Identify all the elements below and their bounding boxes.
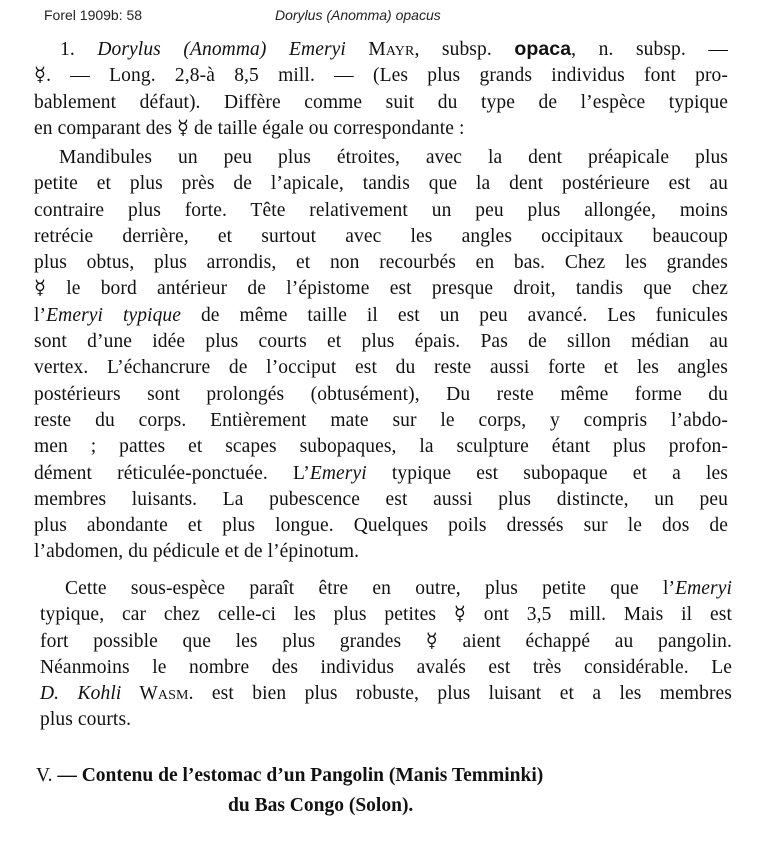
text-line <box>34 461 728 487</box>
author-name: Wasm. <box>121 683 194 705</box>
text-line: Mandibules un peu plus étroites, avec la dent préapicale plus <box>59 147 728 168</box>
item-number: 1. <box>60 39 75 60</box>
text-run: dément réticulée-ponctuée. L’ <box>34 462 310 484</box>
paragraph-description <box>34 145 728 566</box>
text-line: reste du corps. Entièrement mate sur le corps, y compris l’abdo- <box>34 409 728 431</box>
text-line: retrécie derrière, et surtout avec les angles occipitaux beaucoup <box>34 225 728 247</box>
text-line: typique, car chez celle-ci les plus petites ☿ ont 3,5 mill. Mais il est <box>40 604 732 626</box>
text-run: l’ <box>34 304 47 326</box>
italic-run: Emeryi <box>675 578 732 599</box>
section-heading-line <box>36 761 676 791</box>
author-name: Mayr <box>368 39 415 60</box>
section-heading-line: du Bas Congo (Solon). <box>228 795 414 816</box>
text-line: fort possible que les plus grandes ☿ aient échappé au pangolin. <box>40 630 732 652</box>
text-run: Cette sous-espèce paraît être en outre, plus petite que l’ <box>65 578 676 599</box>
text-line: membres luisants. La pubescence est aussi plus distincte, un peu <box>34 488 728 510</box>
text-line: petite et plus près de l’apicale, tandis que la dent postérieure est au <box>34 173 728 195</box>
text-line: ☿. — Long. 2,8-à 8,5 mill. — (Les plus grands individus font pro- <box>34 65 728 87</box>
section-title: — Contenu de l’estomac d’un Pangolin (Manis Temminki) <box>52 765 544 786</box>
text-line: plus abondante et plus longue. Quelques poils dressés sur le dos de <box>34 515 728 537</box>
text-line: vertex. L’échancrure de l’occiput est du reste aussi forte et les angles <box>34 357 728 379</box>
italic-run: Emeryi typique <box>46 304 182 326</box>
text-run: , n. subsp. — <box>571 39 728 60</box>
paragraph-comparison <box>40 576 732 734</box>
text-line: plus courts. <box>40 709 132 731</box>
text-line: contraire plus forte. Tête relativement un peu plus allongée, moins <box>34 199 728 221</box>
text-line: men ; pattes et scapes subopaques, la sculpture étant plus profon- <box>34 436 728 458</box>
text-run: de même taille il est un peu avancé. Les funicules <box>181 304 728 326</box>
text-run: , subsp. <box>414 39 492 60</box>
citation-header: Forel 1909b: 58 <box>44 7 143 23</box>
subspecies-name: opaca <box>514 38 572 60</box>
genus-name: Dorylus <box>97 39 161 60</box>
section-heading <box>36 761 676 821</box>
paragraph-intro <box>34 36 728 142</box>
text-run: typique est subopaque et a les <box>366 462 728 484</box>
taxon-header: Dorylus (Anomma) opacus <box>275 7 441 23</box>
text-line <box>34 36 728 63</box>
species-name: Emeryi <box>289 39 346 60</box>
section-number: V. <box>36 765 53 786</box>
italic-run: D. Kohli <box>40 683 122 705</box>
text-line: postérieurs sont prolongés (obtusément), Du reste même forme du <box>34 383 728 405</box>
text-line <box>34 303 728 329</box>
text-line: ☿ le bord antérieur de l’épistome est presque droit, tandis que chez <box>34 278 728 300</box>
text-line: en comparant des ☿ de taille égale ou correspondante : <box>34 117 465 139</box>
text-line: l’abdomen, du pédicule et de l’épinotum. <box>34 541 360 563</box>
text-line: Néanmoins le nombre des individus avalés est très considérable. Le <box>40 656 732 678</box>
text-line: plus obtus, plus arrondis, et non recourbés en bas. Chez les grandes <box>34 252 728 274</box>
text-line: sont d’une idée plus courts et plus épais. Pas de sillon médian au <box>34 331 728 353</box>
text-line: bablement défaut). Diffère comme suit du type de l’espèce typique <box>34 91 728 113</box>
text-run: est bien plus robuste, plus luisant et a les membres <box>193 683 732 705</box>
text-line <box>40 576 732 602</box>
text-line <box>40 681 732 707</box>
italic-run: Emeryi <box>309 462 367 484</box>
subgenus-name: (Anomma) <box>183 39 267 60</box>
